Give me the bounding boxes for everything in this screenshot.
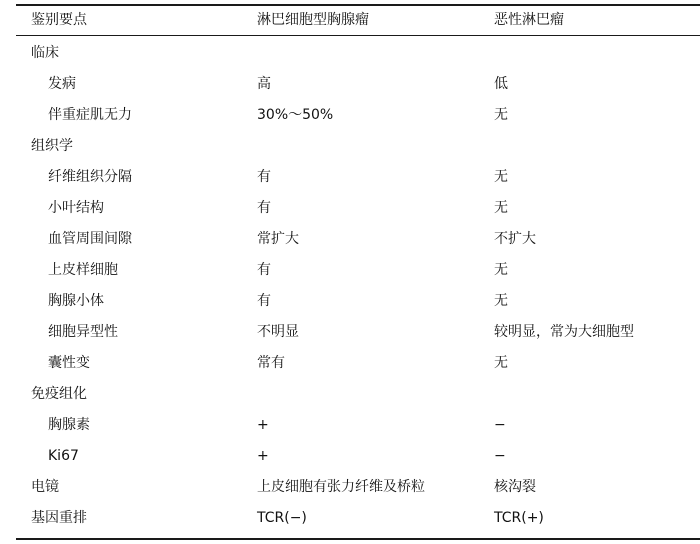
row-label: 上皮样细胞 — [48, 262, 118, 278]
thymoma-value: 有 — [257, 169, 271, 185]
table-section-row — [0, 503, 700, 534]
table-header-rule — [16, 35, 700, 36]
row-label: 纤维组织分隔 — [48, 169, 132, 185]
thymoma-value: 高 — [257, 76, 271, 92]
table-row — [0, 100, 700, 131]
table-section-row — [0, 472, 700, 503]
table-row — [0, 441, 700, 472]
lymphoma-value: 不扩大 — [494, 231, 536, 247]
row-label: 免疫组化 — [31, 386, 87, 402]
header-lymphoma: 恶性淋巴瘤 — [494, 12, 564, 28]
row-label: 细胞异型性 — [48, 324, 118, 340]
lymphoma-value: 核沟裂 — [494, 479, 536, 495]
table-row — [0, 224, 700, 255]
table-row — [0, 162, 700, 193]
lymphoma-value: 无 — [494, 200, 508, 216]
thymoma-value: 有 — [257, 293, 271, 309]
lymphoma-value: 较明显，常为大细胞型 — [494, 324, 634, 340]
lymphoma-value: 无 — [494, 107, 508, 123]
row-label: 电镜 — [31, 479, 59, 495]
header-thymoma: 淋巴细胞型胸腺瘤 — [257, 12, 369, 28]
thymoma-value: 常有 — [257, 355, 285, 371]
lymphoma-value: − — [494, 417, 506, 433]
thymoma-value: + — [257, 417, 269, 433]
lymphoma-value: 无 — [494, 355, 508, 371]
thymoma-value: 常扩大 — [257, 231, 299, 247]
row-label: Ki67 — [48, 448, 79, 464]
thymoma-value: + — [257, 448, 269, 464]
table-section-row — [0, 379, 700, 410]
table-row — [0, 410, 700, 441]
thymoma-value: 上皮细胞有张力纤维及桥粒 — [257, 479, 425, 495]
row-label: 组织学 — [31, 138, 73, 154]
row-label: 伴重症肌无力 — [48, 107, 132, 123]
lymphoma-value: 低 — [494, 76, 508, 92]
header-criteria: 鉴别要点 — [31, 12, 87, 28]
row-label: 发病 — [48, 76, 76, 92]
lymphoma-value: TCR(+) — [494, 510, 544, 526]
table-section-row — [0, 38, 700, 69]
table-row — [0, 348, 700, 379]
row-label: 胸腺小体 — [48, 293, 104, 309]
table-row — [0, 255, 700, 286]
lymphoma-value: 无 — [494, 293, 508, 309]
thymoma-value: TCR(−) — [257, 510, 307, 526]
row-label: 血管周围间隙 — [48, 231, 132, 247]
table-row — [0, 69, 700, 100]
table-row — [0, 193, 700, 224]
row-label: 胸腺素 — [48, 417, 90, 433]
lymphoma-value: 无 — [494, 262, 508, 278]
row-label: 临床 — [31, 45, 59, 61]
lymphoma-value: 无 — [494, 169, 508, 185]
thymoma-value: 有 — [257, 200, 271, 216]
thymoma-value: 30%～50% — [257, 107, 334, 123]
table-row — [0, 286, 700, 317]
row-label: 囊性变 — [48, 355, 90, 371]
thymoma-value: 有 — [257, 262, 271, 278]
table-header-row — [0, 5, 700, 36]
row-label: 基因重排 — [31, 510, 87, 526]
thymoma-value: 不明显 — [257, 324, 299, 340]
row-label: 小叶结构 — [48, 200, 104, 216]
table-bottom-rule — [16, 538, 700, 540]
table-section-row — [0, 131, 700, 162]
lymphoma-value: − — [494, 448, 506, 464]
table-row — [0, 317, 700, 348]
